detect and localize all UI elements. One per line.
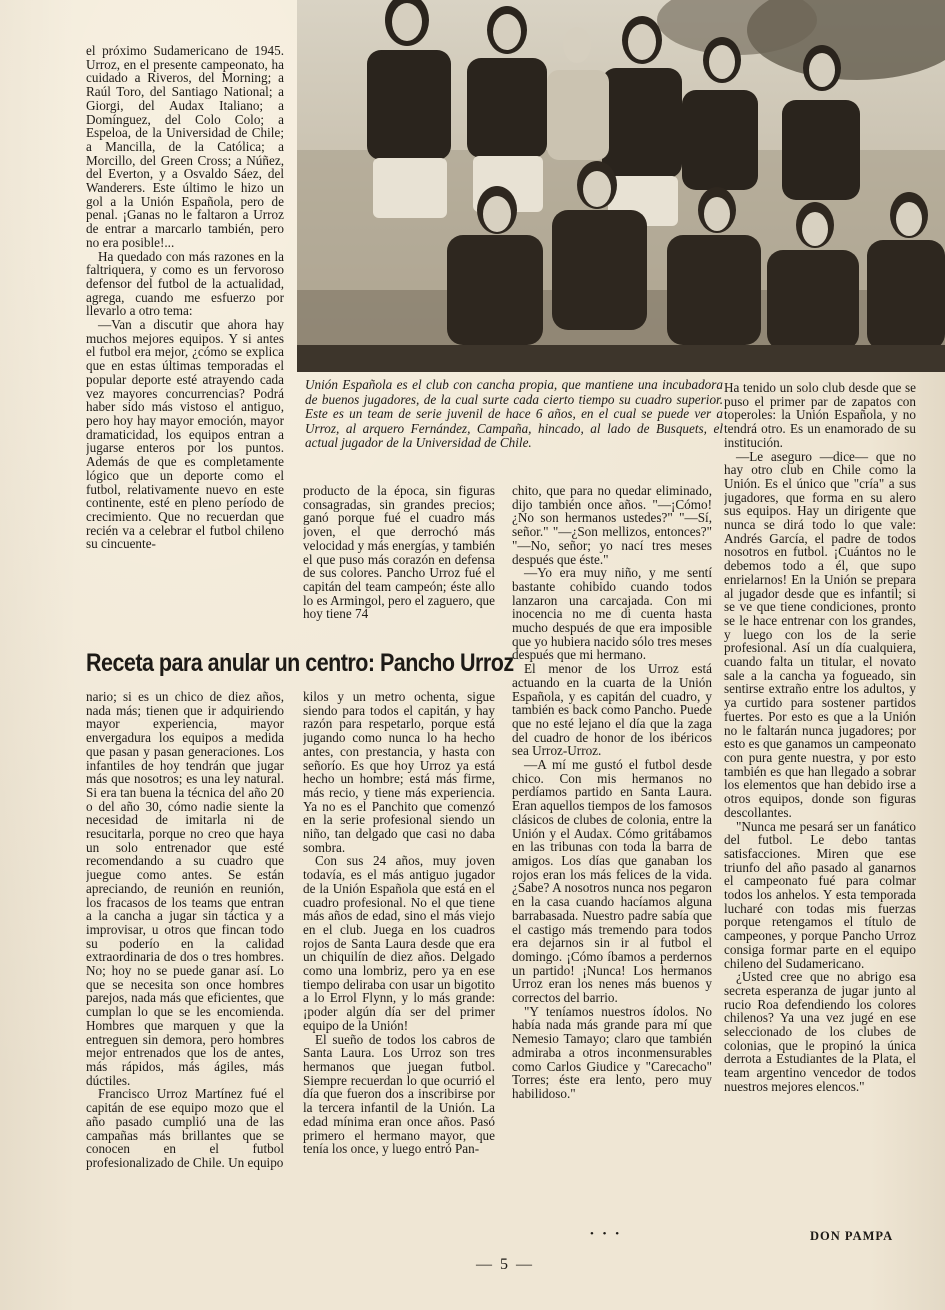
author-signature: DON PAMPA [810,1229,894,1243]
paragraph: ¿Usted cree que no abrigo esa secreta esperanza de jugar junto al rucio Roa defendiendo los colores chilenos? Ya una vez jugé en ese seleccionado de los clubes de colonias, que le propinó la única derrota a Estudiantes de la Plata, el team argentino vencedor de todos nuestros mejores elencos." [724,969,916,1094]
paragraph: —Van a discutir que ahora hay muchos mejores equipos. Y si antes el futbol era mejor, ¿cómo se explica que en estas últimas temporadas el popular deporte esté atrayendo cada vez mayores concurrencias? Podrá haber sido más vistoso el antiguo, pero hoy hay mayor emoción, mayor dramaticidad, los equipos entran a jugarse enteros por los puntos. Además de que es completamente lógico que un deporte como el futbol, relativamente nuevo en este continente, esté en pleno período de crecimiento. Que no recuerdan que recién va a celebrar el futbol chileno su cincuente- [86,317,284,552]
page-number: — 5 — [476,1256,534,1273]
paragraph: Con sus 24 años, muy joven todavía, es el más antiguo jugador de la Unión Española que está en el cuadro profesional. No el que tiene más años de edad, sino el más viejo en el club. Juega en los cuadros rojos de Santa Laura desde que era un chiquilín de diez años. Delgado como una lombriz, pero ya en ese tiempo deliraba con usar un bigotito a lo Errol Flynn, y lo más grande: ¡poder algún día ser del primer equipo de la Unión! [303,853,495,1033]
paragraph: Ha tenido un solo club desde que se puso el primer par de zapatos con toperoles: la Unión Española, y no tendrá otro. Es un enamorado de su institución. [724,381,916,450]
paragraph: —Yo era muy niño, y me sentí bastante cohibido cuando todos lanzaron una carcajada. Con mi inocencia no me di cuenta hasta mucho después de que era imposible que yo hubiera nacido sólo tres meses después que mi hermano. [512,565,712,663]
paragraph: kilos y un metro ochenta, sigue siendo para todos el capitán, y hay razón para respetarlo, porque está jugando como nunca lo ha hecho antes, con prestancia, y hasta con señorío. Es que hoy Urroz ya está hecho un hombre; está más firme, más recio, y tiene más experiencia. Ya no es el Panchito que comenzó en la serie profesional siendo un niño, tan delgado que casi no daba sombra. [303,690,495,855]
paragraph: —A mí me gustó el futbol desde chico. Con mis hermanos no perdíamos partido en Santa Laura. Eran aquellos tiempos de los famosos clásicos de clubes de colonia, entre la Unión y el Audax. Cómo gritábamos en las tribunas con toda la barra de amigos. Los días que ganaban los rojos eran los más felices de la vida. ¿Sabe? A nosotros nunca nos pegaron en la casa cuando hacíamos alguna barrabasada. Nuestro padre sabía que el castigo más tremendo para todos era dejarnos sin ir al futbol el domingo. ¡Cómo íbamos a perdernos un partido! ¡Nunca! Los hermanos Urroz eran los nenes más buenos y correctos del barrio. [512,757,712,1006]
paragraph: nario; si es un chico de diez años, nada más; tienen que ir adquiriendo mayor experiencia, mayor envergadura los equipos a medida que pasan y pasan generaciones. Los infantiles de hoy tendrán que jugar más que nosotros; es una ley natural. Si era tan buena la técnica del año 20 o del año 30, cómo nadie siente la necesidad de imitarla ni de resucitarla, porque no creo que haya un solo entrenador que esté recomendando a su cuadro que juegue como antes. Se están apreciando, de reunión en reunión, los fracasos de los teams que entran a la cancha a jugar sin táctica y a improvisar, u otros que fincan todo su poderío en la calidad extraordinaria de dos o tres hombres. No; hoy no se puede ganar así. Lo que se necesita son once hombres parejos, nada más que eficientes, que cumplan lo que se les encomienda. Hombres que marquen y que la entreguen sin demora, pero hombres mejor entrenados que los de antes, más rápidos, más ágiles, más dúctiles. [86,690,284,1088]
column-2-mid [303,484,495,640]
column-3 [512,484,712,1224]
paragraph: producto de la época, sin figuras consagradas, sin grandes precios; ganó porque fué el cuadro más joven, el que derrochó más velocidad y más energías, y también el que puso más corazón en defensa de sus colores. Pancho Urroz fué el capitán del team campeón; éste allo lo es Armingol, pero el zaguero, que hoy tiene 74 [303,484,495,622]
paragraph: "Y teníamos nuestros ídolos. No había nada más grande para mí que Nemesio Tamayo; claro que también admiraba a otros inconmensurables como Carlos Giudice y "Carecacho" Torres; éste era lento, pero muy habilidoso." [512,1003,712,1101]
paragraph: El menor de los Urroz está actuando en la cuarta de la Unión Española, y es capitán del cuadro, y también es back como Pancho. Puede que no esté lejano el día que la zaga del cuadro de honor de los ibéricos sea Urroz-Urroz. [512,661,712,759]
column-2-bottom [303,690,495,1250]
paragraph: Ha quedado con más razones en la faltriquera, y como es un fervoroso defensor del futbol de la actualidad, agrega, cuando me esfuerzo por llevarlo a otro tema: [86,248,284,319]
paragraph: El sueño de todos los cabros de Santa Laura. Los Urroz son tres hermanos que juegan futbol. Siempre recuerdan lo que ocurrió el día que fueron dos a inscribirse por la tercera infantil de la Unión. La edad mínima eran once años. Pasó primero el hermano mayor, que tenía los once, y luego entró Pan- [303,1031,495,1157]
column-1-top [86,44,284,640]
paragraph: Francisco Urroz Martínez fué el capitán de ese equipo mozo que el año pasado cumplió una de las campañas más brillantes que se conocen en el futbol profesionalizado de Chile. Un equipo [86,1086,284,1170]
paragraph: "Nunca me pesará ser un fanático del futbol. Le debo tantas satisfacciones. Miren que ese triunfo del año pasado al ganarnos el campeonato fué para colmar todos los anhelos. Y esta temporada lucharé con todas mis fuerzas porque retengamos el título de campeones, y porque Pancho Urroz consiga formar parte en el equipo chileno del Sudamericano. [724,818,916,971]
headline: Receta para anular un centro: Pancho Urroz [86,649,514,677]
column-4 [724,381,916,1223]
paragraph: chito, que para no quedar eliminado, dijo también once años. "—¡Cómo! ¿No son hermanos ustedes?" "—Sí, señor." "—¿Son mellizos, entonces?" "—No, señor; yo nací tres meses después que éste." [512,484,712,567]
team-photo-illustration [297,0,945,372]
column-1-bottom [86,690,284,1250]
separator-dots: • • • [590,1228,623,1240]
photo-caption: Unión Española es el club con cancha propia, que mantiene una incubadora de buenos jugadores, de la cual surte cada cierto tiempo su cuadro superior. Este es un team de serie juvenil de hace 6 años, en el cual se puede ver a Urroz, al arquero Fernández, Campaña, hincado, al lado de Busquets, el actual jugador de la Universidad de Chile. [305,377,723,451]
paragraph: el próximo Sudamericano de 1945. Urroz, en el presente campeonato, ha cuidado a Riveros, del Morning; a Raúl Toro, del Santiago National; a Giorgi, del Audax Italiano; a Domínguez, del Colo Colo; a Espeloa, de la Universidad de Chile; a Mancilla, de la Católica; a Morcillo, del Green Cross; a Núñez, del Everton, y a Osvaldo Sáez, del Wanderers. Este último le hizo un gol a la Unión Española, pero de penal. ¡Ganas no le faltaron a Urroz de entrar a marcarlo también, pero no era posible!... [86,44,284,250]
paragraph: —Le aseguro —dice— que no hay otro club en Chile como la Unión. Es el único que "cría" a sus jugadores, que forma en su alero sus equipos. Hay un dirigente que nunca se dirá todo lo que vale: Andrés García, el padre de todos nosotros en futbol. ¡Cuántos no le debemos todo a él, que supo enrielarnos! En la Unión se prepara al jugador desde que es infantil; si se ve que tiene condiciones, pronto se le hace entrenar con los grandes, y luego con los de la serie profesional. Así un día cualquiera, cuando falta un titular, el novato sale a la cancha ya fogueado, sin sentirse extraño entre los adultos, y ya curtido para sostener partidos fuertes. Por esto es que a la Unión no le faltarán nunca jugadores; por esto es que ganamos un campeonato con pura gente nuestra, y por esto también es que han llegado a sobrar los elementos que han debido irse a otros equipos, donde son figuras descollantes. [724,448,916,820]
team-photo [297,0,945,372]
